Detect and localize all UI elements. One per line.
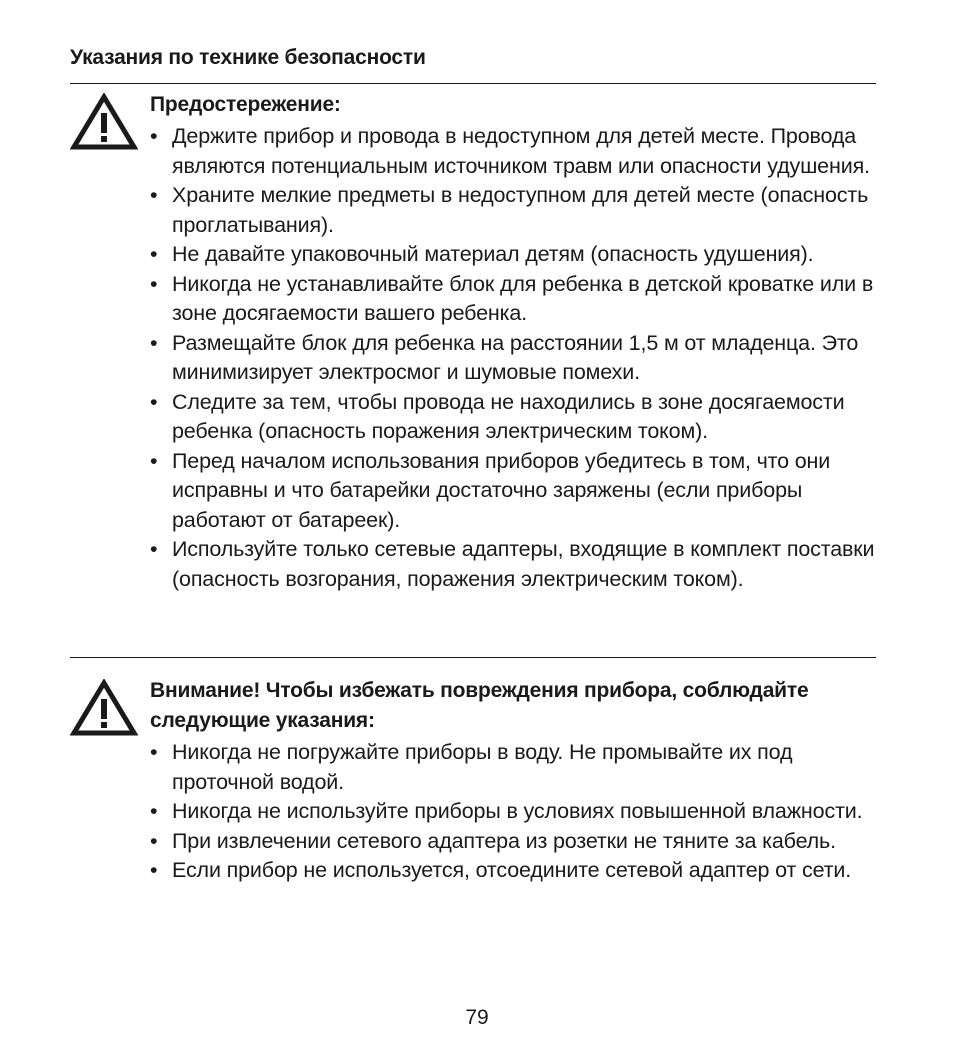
warning-triangle-icon [70,93,138,151]
list-item: • Размещайте блок для ребенка на расстоянии 1,5 м от младенца. Это минимизирует электросмог и шумовые помехи. [150,329,880,388]
list-item: • Храните мелкие предметы в недоступном для детей месте (опасность проглатывания). [150,181,880,240]
section-divider [70,657,876,658]
list-item: • Перед началом использования приборов убедитесь в том, что они исправны и что батарейки достаточно заряжены (если приборы работают от батареек). [150,447,880,536]
list-item: • Никогда не устанавливайте блок для ребенка в детской кроватке или в зоне досягаемости вашего ребенка. [150,270,880,329]
warning-triangle-icon [70,679,138,737]
warning-heading: Предостережение: [150,93,341,116]
list-item: • Следите за тем, чтобы провода не находились в зоне досягаемости ребенка (опасность поражения электрическим током). [150,388,880,447]
list-item: • Держите прибор и провода в недоступном для детей месте. Провода являются потенциальным источником травм или опасности удушения. [150,122,880,181]
list-item: • Никогда не используйте приборы в условиях повышенной влажности. [150,797,880,827]
list-item: • Никогда не погружайте приборы в воду. Не промывайте их под проточной водой. [150,738,880,797]
caution-list [150,738,880,886]
page-number: 79 [465,1006,489,1029]
caution-heading: Внимание! Чтобы избежать повреждения прибора, соблюдайте следующие указания: [150,679,809,732]
list-item: • Используйте только сетевые адаптеры, входящие в комплект поставки (опасность возгорания, поражения электрическим током). [150,535,880,594]
list-item: • Не давайте упаковочный материал детям (опасность удушения). [150,240,880,270]
top-divider [70,83,876,84]
list-item: • Если прибор не используется, отсоедините сетевой адаптер от сети. [150,856,880,886]
warning-list [150,122,880,594]
list-item: • При извлечении сетевого адаптера из розетки не тяните за кабель. [150,827,880,857]
page-title: Указания по технике безопасности [70,46,426,69]
